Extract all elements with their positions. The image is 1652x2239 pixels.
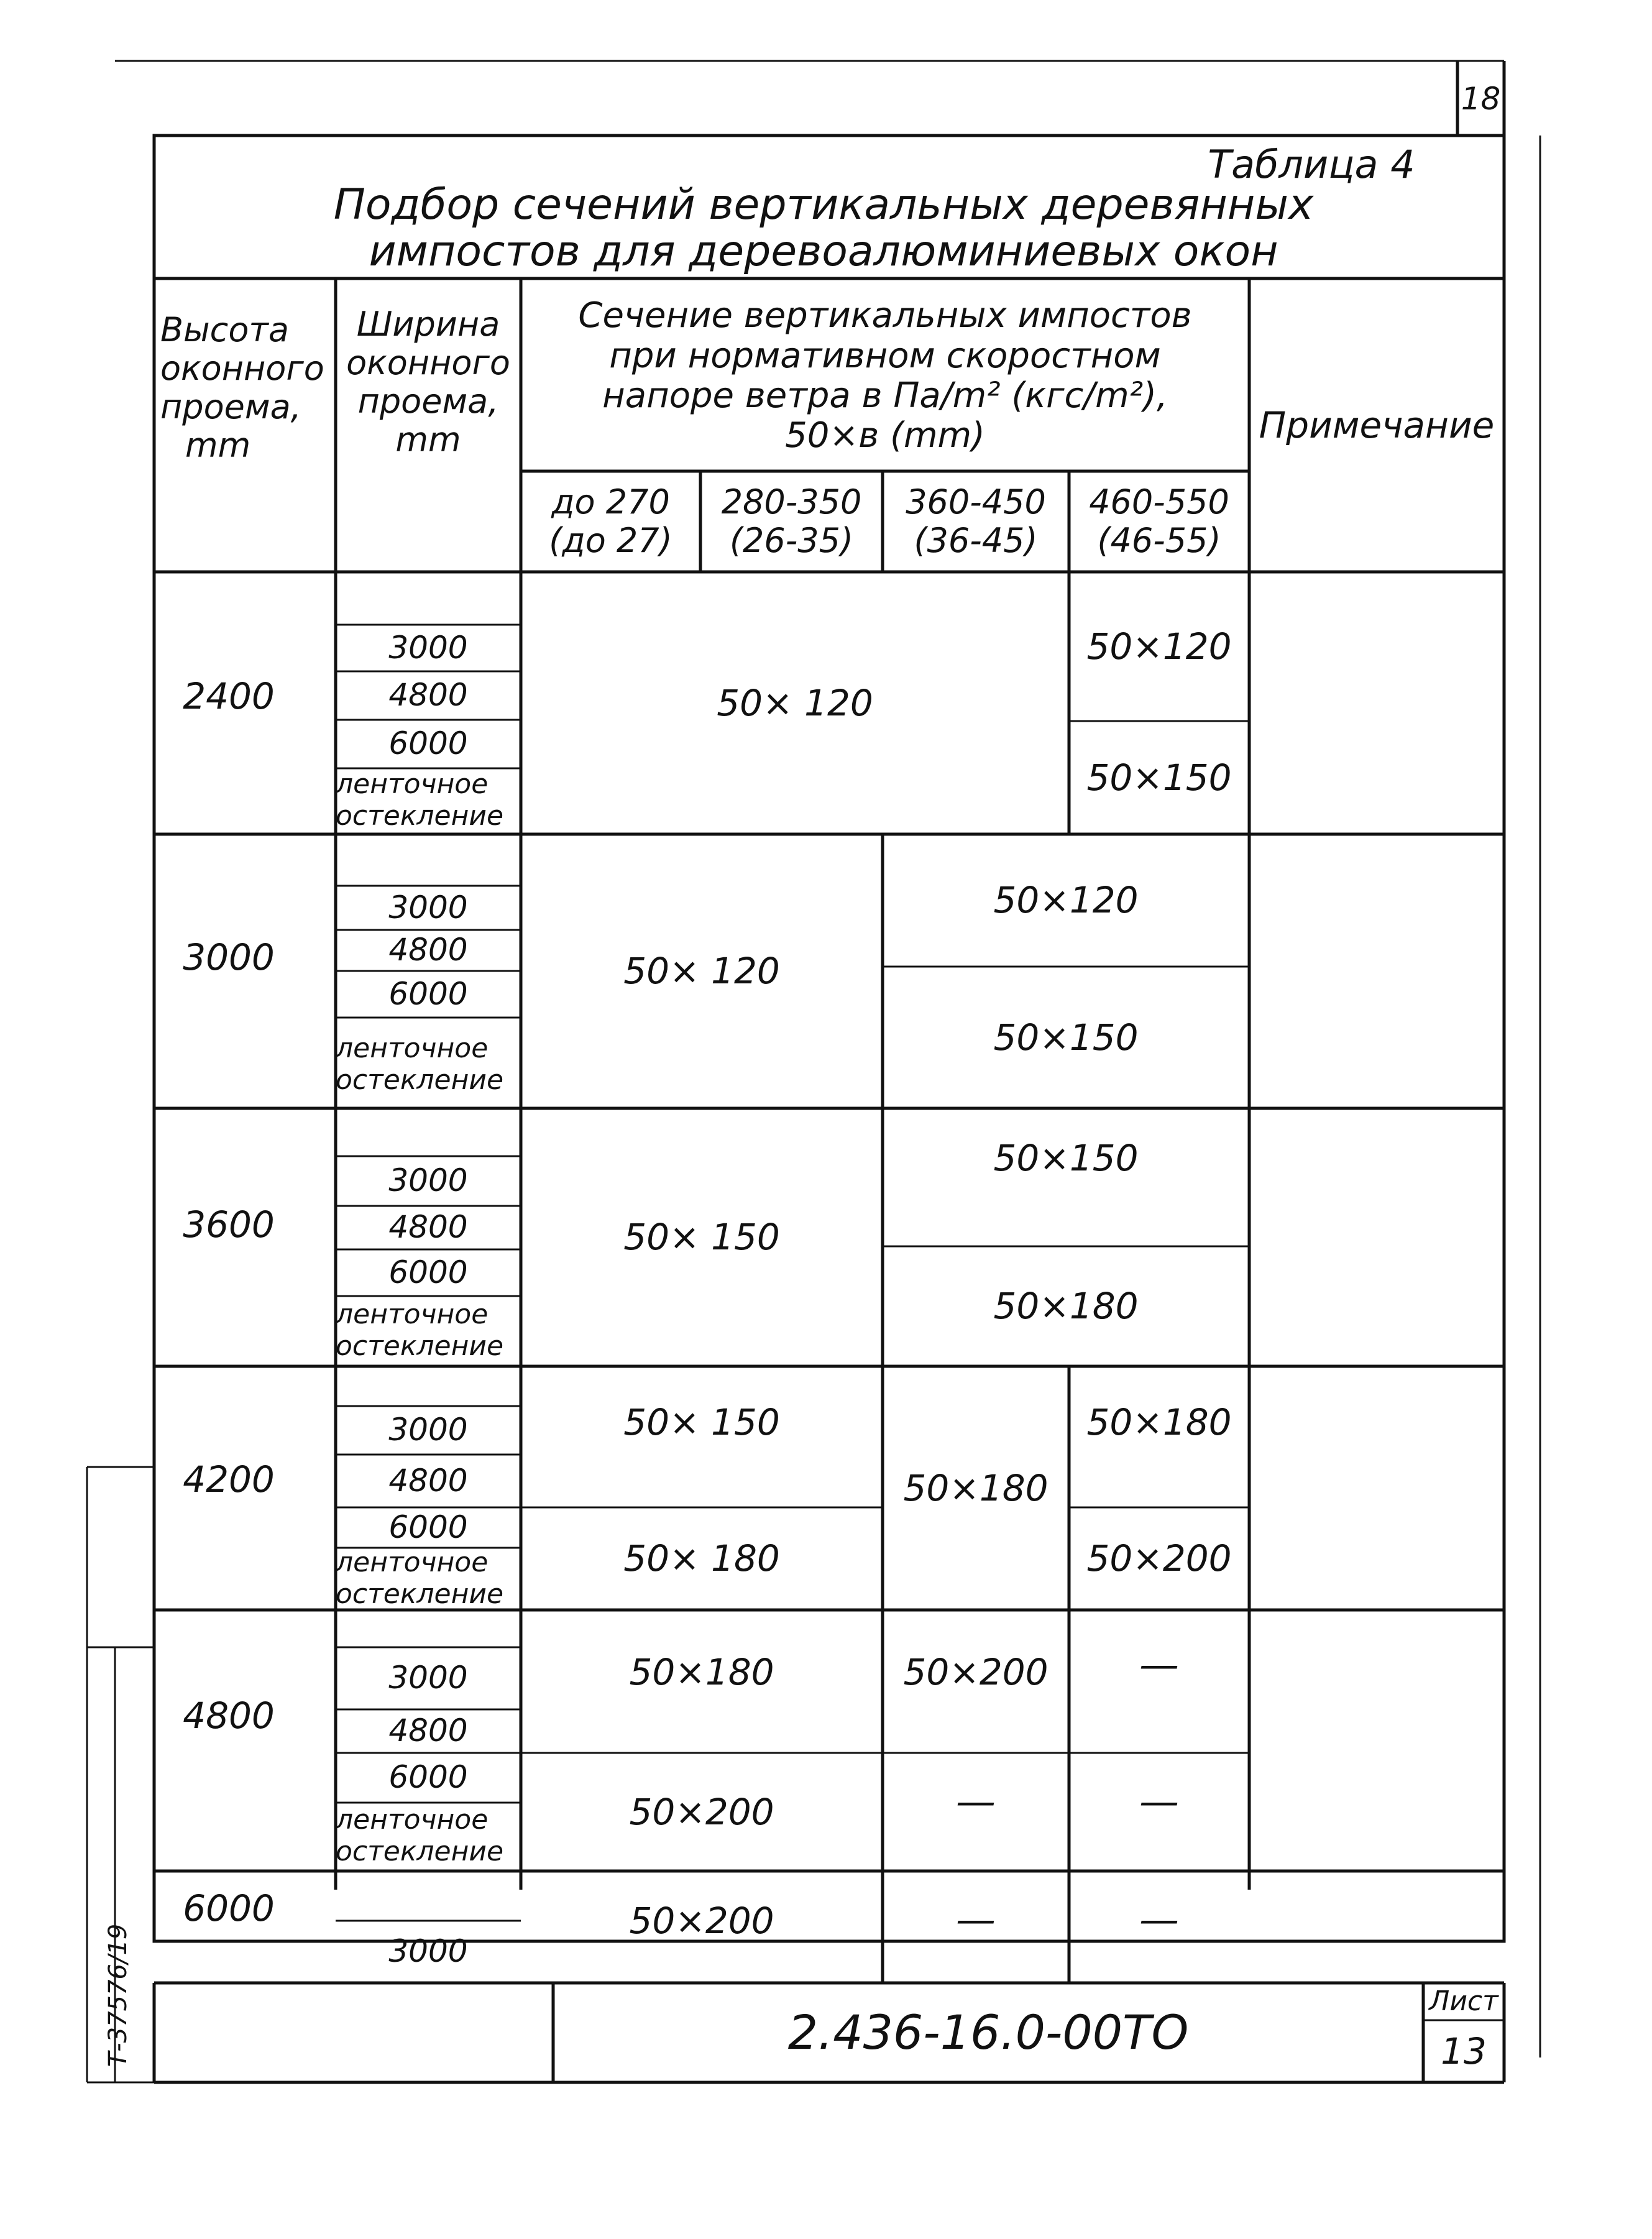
pressure-4-line2: (46-55) xyxy=(1097,521,1221,560)
section-3000-r1: 50×120 xyxy=(993,879,1139,922)
width-6000: 6000 xyxy=(388,725,468,762)
header-section-line1: Сечение вертикальных импостов xyxy=(578,295,1192,336)
pressure-header-4 xyxy=(1069,472,1249,571)
sheet-label: Лист xyxy=(1429,1985,1498,2017)
sheet-number-top: 18 xyxy=(1461,81,1501,117)
section-4200-a1: 50× 150 xyxy=(623,1400,780,1443)
width-tape-line2: остекление xyxy=(336,800,504,832)
width-tape-line2: остекление xyxy=(336,1836,504,1867)
width-tape-glazing xyxy=(336,1296,521,1366)
table-title-line1: Подбор сечений вертикальных деревянных xyxy=(333,180,1314,229)
section-2400-r2: 50×150 xyxy=(1086,756,1232,799)
section-6000-a1: 50×200 xyxy=(629,1899,774,1942)
width-4800: 4800 xyxy=(388,1462,468,1499)
section-6000-d1: — xyxy=(1139,1897,1179,1944)
row-height-3000: 3000 xyxy=(183,936,275,978)
section-4200-c: 50×180 xyxy=(903,1466,1049,1509)
section-3600-r1: 50×150 xyxy=(993,1136,1139,1179)
row-height-2400: 2400 xyxy=(183,674,275,717)
pressure-1-line1: до 270 xyxy=(551,482,670,522)
width-tape-line1: ленточное xyxy=(336,1299,489,1331)
section-4200-a2: 50× 180 xyxy=(623,1537,780,1580)
width-6000: 6000 xyxy=(388,1254,468,1290)
header-width-line2: оконного xyxy=(346,343,510,382)
header-height-line4: mm xyxy=(185,426,251,466)
header-width-line4: mm xyxy=(395,420,461,460)
section-3600-r2: 50×180 xyxy=(993,1285,1139,1328)
section-4800-a1: 50×180 xyxy=(629,1650,774,1693)
section-4800-c2: — xyxy=(956,1779,996,1826)
header-height-line2: оконного xyxy=(160,349,324,388)
width-6000: 6000 xyxy=(388,1759,468,1796)
width-tape-line2: остекление xyxy=(336,1578,504,1610)
width-4800: 4800 xyxy=(388,1713,468,1749)
inventory-number: Т-37576/19 xyxy=(104,1923,132,2067)
pressure-3-line1: 360-450 xyxy=(906,482,1046,522)
width-tape-line2: остекление xyxy=(336,1064,504,1096)
pressure-header-3 xyxy=(883,472,1069,571)
pressure-3-line2: (36-45) xyxy=(914,521,1038,560)
width-tape-glazing xyxy=(336,768,521,833)
document-code: 2.436-16.0-00ТО xyxy=(787,2005,1189,2061)
header-height-line3: проема, xyxy=(160,387,301,427)
section-4200-d1: 50×180 xyxy=(1086,1400,1232,1443)
header-note: Примечание xyxy=(1259,403,1495,446)
width-3000: 3000 xyxy=(388,1933,468,1970)
width-4800: 4800 xyxy=(388,932,468,968)
width-4800: 4800 xyxy=(388,1209,468,1246)
width-4800: 4800 xyxy=(388,677,468,714)
sheet-number: 13 xyxy=(1441,2030,1487,2072)
section-4800-d2: — xyxy=(1139,1779,1179,1826)
width-tape-line1: ленточное xyxy=(336,1547,489,1579)
width-3000: 3000 xyxy=(388,629,468,666)
header-section-line4: 50×в (mm) xyxy=(785,415,985,456)
width-tape-glazing xyxy=(336,1026,521,1103)
section-3000-r2: 50×150 xyxy=(993,1016,1139,1059)
section-2400-r1: 50×120 xyxy=(1086,625,1232,668)
width-tape-glazing xyxy=(336,1803,521,1870)
width-3000: 3000 xyxy=(388,1660,468,1696)
pressure-header-2 xyxy=(700,472,883,571)
section-2400-main: 50× 120 xyxy=(717,681,873,724)
pressure-2-line2: (26-35) xyxy=(729,521,854,560)
width-tape-line1: ленточное xyxy=(336,1032,489,1064)
pressure-4-line1: 460-550 xyxy=(1089,482,1229,522)
section-4800-a2: 50×200 xyxy=(629,1790,774,1833)
section-3000-main: 50× 120 xyxy=(623,950,780,993)
row-height-3600: 3600 xyxy=(183,1203,275,1246)
width-6000: 6000 xyxy=(388,975,468,1012)
header-width-line3: проема, xyxy=(357,382,499,421)
section-4800-d1: — xyxy=(1139,1642,1179,1689)
header-width-line1: Ширина xyxy=(356,304,500,344)
header-width xyxy=(336,304,521,460)
width-tape-line2: остекление xyxy=(336,1330,504,1362)
section-4800-c1: 50×200 xyxy=(903,1650,1049,1693)
header-section-line2: при нормативном скоростном xyxy=(609,335,1161,376)
row-height-4200: 4200 xyxy=(183,1458,275,1501)
table-label: Таблица 4 xyxy=(1208,142,1415,188)
section-6000-c1: — xyxy=(956,1897,996,1944)
pressure-2-line1: 280-350 xyxy=(721,482,862,522)
header-section-line3: напоре ветра в Па/m² (кгс/m²), xyxy=(602,375,1168,416)
width-6000: 6000 xyxy=(388,1509,468,1545)
header-section xyxy=(521,283,1249,469)
width-tape-glazing xyxy=(336,1548,521,1610)
width-tape-line1: ленточное xyxy=(336,768,489,801)
width-tape-line1: ленточное xyxy=(336,1804,489,1836)
width-3000: 3000 xyxy=(388,1412,468,1448)
pressure-header-1 xyxy=(521,472,700,571)
pressure-1-line2: (до 27) xyxy=(549,521,672,560)
header-height-line1: Высота xyxy=(160,310,289,349)
row-height-4800: 4800 xyxy=(183,1694,275,1737)
header-height xyxy=(160,310,334,466)
table-title-line2: импостов для деревоалюминиевых окон xyxy=(369,226,1278,276)
width-3000: 3000 xyxy=(388,889,468,926)
width-3000: 3000 xyxy=(388,1162,468,1199)
section-3600-main: 50× 150 xyxy=(623,1216,780,1259)
section-4200-d2: 50×200 xyxy=(1086,1537,1232,1580)
row-height-6000: 6000 xyxy=(183,1887,275,1929)
